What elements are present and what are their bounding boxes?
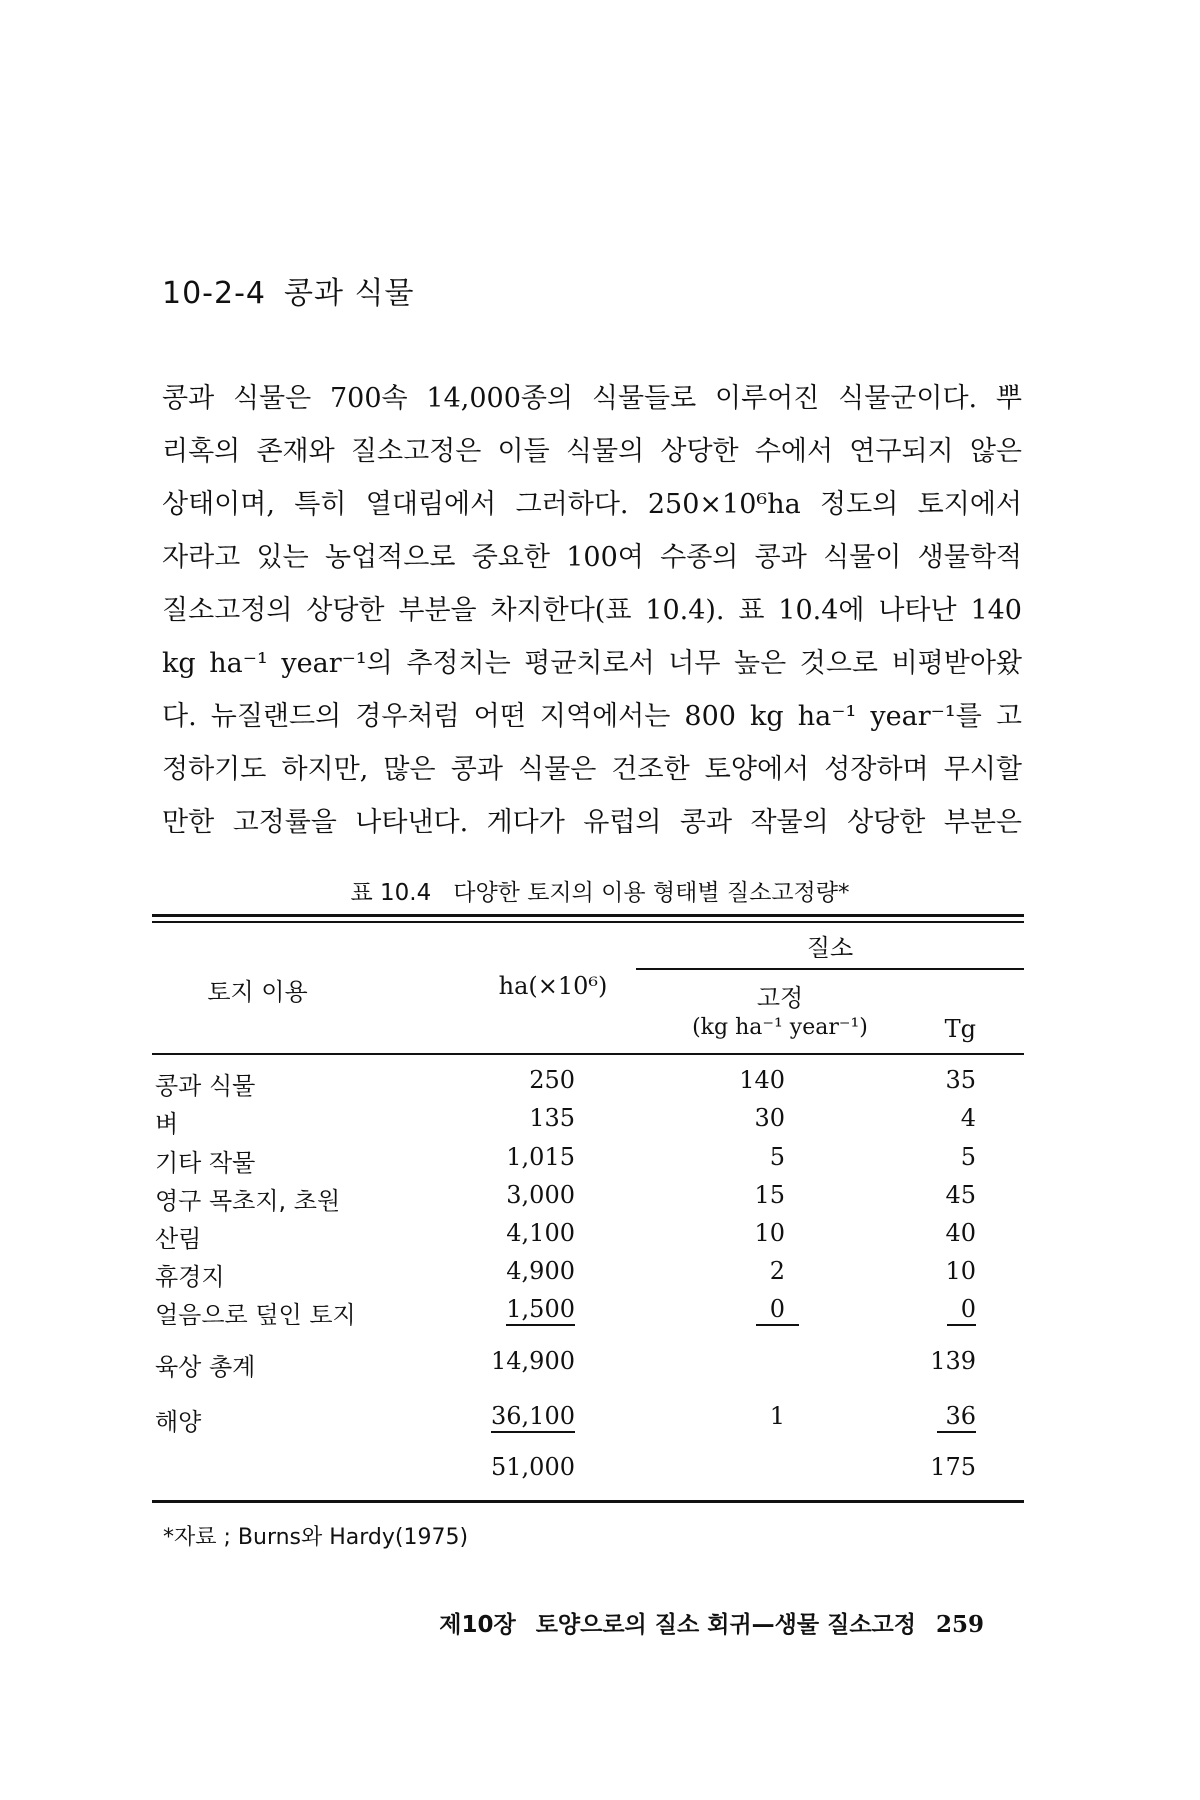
row-tg: 45 [945, 1181, 976, 1209]
body-line: 다. 뉴질랜드의 경우처럼 어떤 지역에서는 800 kg ha⁻¹ year⁻¹를 고 [162, 701, 1022, 732]
body-line: 질소고정의 상당한 부분을 차지한다(표 10.4). 표 10.4에 나타난 140 [162, 595, 1022, 626]
row-label: 산림 [155, 1225, 202, 1253]
row-ha: 135 [529, 1104, 575, 1132]
row-label: 얼음으로 덮인 토지 [155, 1301, 356, 1329]
row-tg: 4 [960, 1104, 976, 1132]
row-kg: 15 [754, 1181, 785, 1209]
row-ha: 1,015 [506, 1143, 575, 1171]
grand-total-ha: 51,000 [491, 1453, 575, 1481]
body-line: 정하기도 하지만, 많은 콩과 식물은 건조한 토양에서 성장하며 무시할 [162, 754, 1022, 785]
land-total-tg: 139 [930, 1347, 976, 1375]
page-number: 259 [935, 1611, 984, 1638]
section-title: 콩과 식물 [284, 276, 415, 311]
row-ha: 4,100 [506, 1219, 575, 1247]
footer-chapter: 제10장 [439, 1612, 516, 1638]
row-kg: 10 [754, 1219, 785, 1247]
body-line: 콩과 식물은 700속 14,000종의 식물들로 이루어진 식물군이다. 뿌 [162, 383, 1022, 414]
body-line: kg ha⁻¹ year⁻¹의 추정치는 평균치로서 너무 높은 것으로 비평받아왔 [162, 648, 1022, 679]
row-label: 영구 목초지, 초원 [155, 1187, 341, 1215]
table-footnote: *자료 ; Burns와 Hardy(1975) [163, 1525, 469, 1550]
header-fixation: 고정 [756, 984, 804, 1012]
body-line: 상태이며, 특히 열대림에서 그러하다. 250×10⁶ha 정도의 토지에서 [162, 489, 1022, 520]
header-nitrogen-rule [636, 968, 1024, 970]
header-ha: ha(×10⁶) [498, 972, 608, 1000]
header-fixation-unit: (kg ha⁻¹ year⁻¹) [692, 1015, 868, 1040]
ocean-tg: 36 [937, 1402, 976, 1433]
row-label: 콩과 식물 [155, 1072, 256, 1100]
table-caption-text: 다양한 토지의 이용 형태별 질소고정량* [453, 880, 850, 906]
land-total-label: 육상 총계 [155, 1353, 256, 1381]
row-tg: 10 [945, 1257, 976, 1285]
row-tg: 5 [960, 1143, 976, 1171]
row-kg: 2 [769, 1257, 785, 1285]
header-land-use: 토지 이용 [207, 978, 308, 1006]
row-label: 기타 작물 [155, 1149, 256, 1177]
header-tg: Tg [944, 1015, 976, 1043]
grand-total-tg: 175 [930, 1453, 976, 1481]
row-tg: 40 [945, 1219, 976, 1247]
row-kg: 30 [754, 1104, 785, 1132]
row-kg: 5 [769, 1143, 785, 1171]
body-line: 리혹의 존재와 질소고정은 이들 식물의 상당한 수에서 연구되지 않은 [162, 436, 1022, 467]
row-tg: 0 [947, 1295, 976, 1326]
ocean-ha: 36,100 [491, 1402, 575, 1433]
ocean-label: 해양 [155, 1408, 202, 1436]
row-kg: 0 [756, 1295, 799, 1326]
row-ha: 1,500 [506, 1295, 575, 1326]
row-label: 벼 [155, 1110, 179, 1138]
header-nitrogen: 질소 [806, 934, 854, 962]
table-header-rule [152, 1053, 1024, 1055]
table-top-rule-inner [152, 921, 1024, 923]
section-number: 10-2-4 [162, 276, 266, 311]
table-bottom-rule [152, 1500, 1024, 1503]
footer-title: 토양으로의 질소 회귀—생물 질소고정 [535, 1612, 916, 1638]
row-kg: 140 [739, 1066, 785, 1094]
body-line: 만한 고정률을 나타낸다. 게다가 유럽의 콩과 작물의 상당한 부분은 [162, 807, 1022, 838]
page-footer [439, 1606, 984, 1639]
section-heading [162, 268, 414, 312]
row-ha: 3,000 [506, 1181, 575, 1209]
table-number: 표 10.4 [350, 880, 432, 906]
body-line: 자라고 있는 농업적으로 중요한 100여 수종의 콩과 식물이 생물학적 [162, 542, 1022, 573]
table-top-rule [152, 914, 1024, 917]
land-total-ha: 14,900 [491, 1347, 575, 1375]
row-ha: 4,900 [506, 1257, 575, 1285]
row-ha: 250 [529, 1066, 575, 1094]
row-tg: 35 [945, 1066, 976, 1094]
body-paragraph [162, 372, 1022, 849]
row-label: 휴경지 [155, 1263, 225, 1291]
ocean-kg: 1 [769, 1402, 785, 1430]
table-caption [0, 874, 1200, 907]
